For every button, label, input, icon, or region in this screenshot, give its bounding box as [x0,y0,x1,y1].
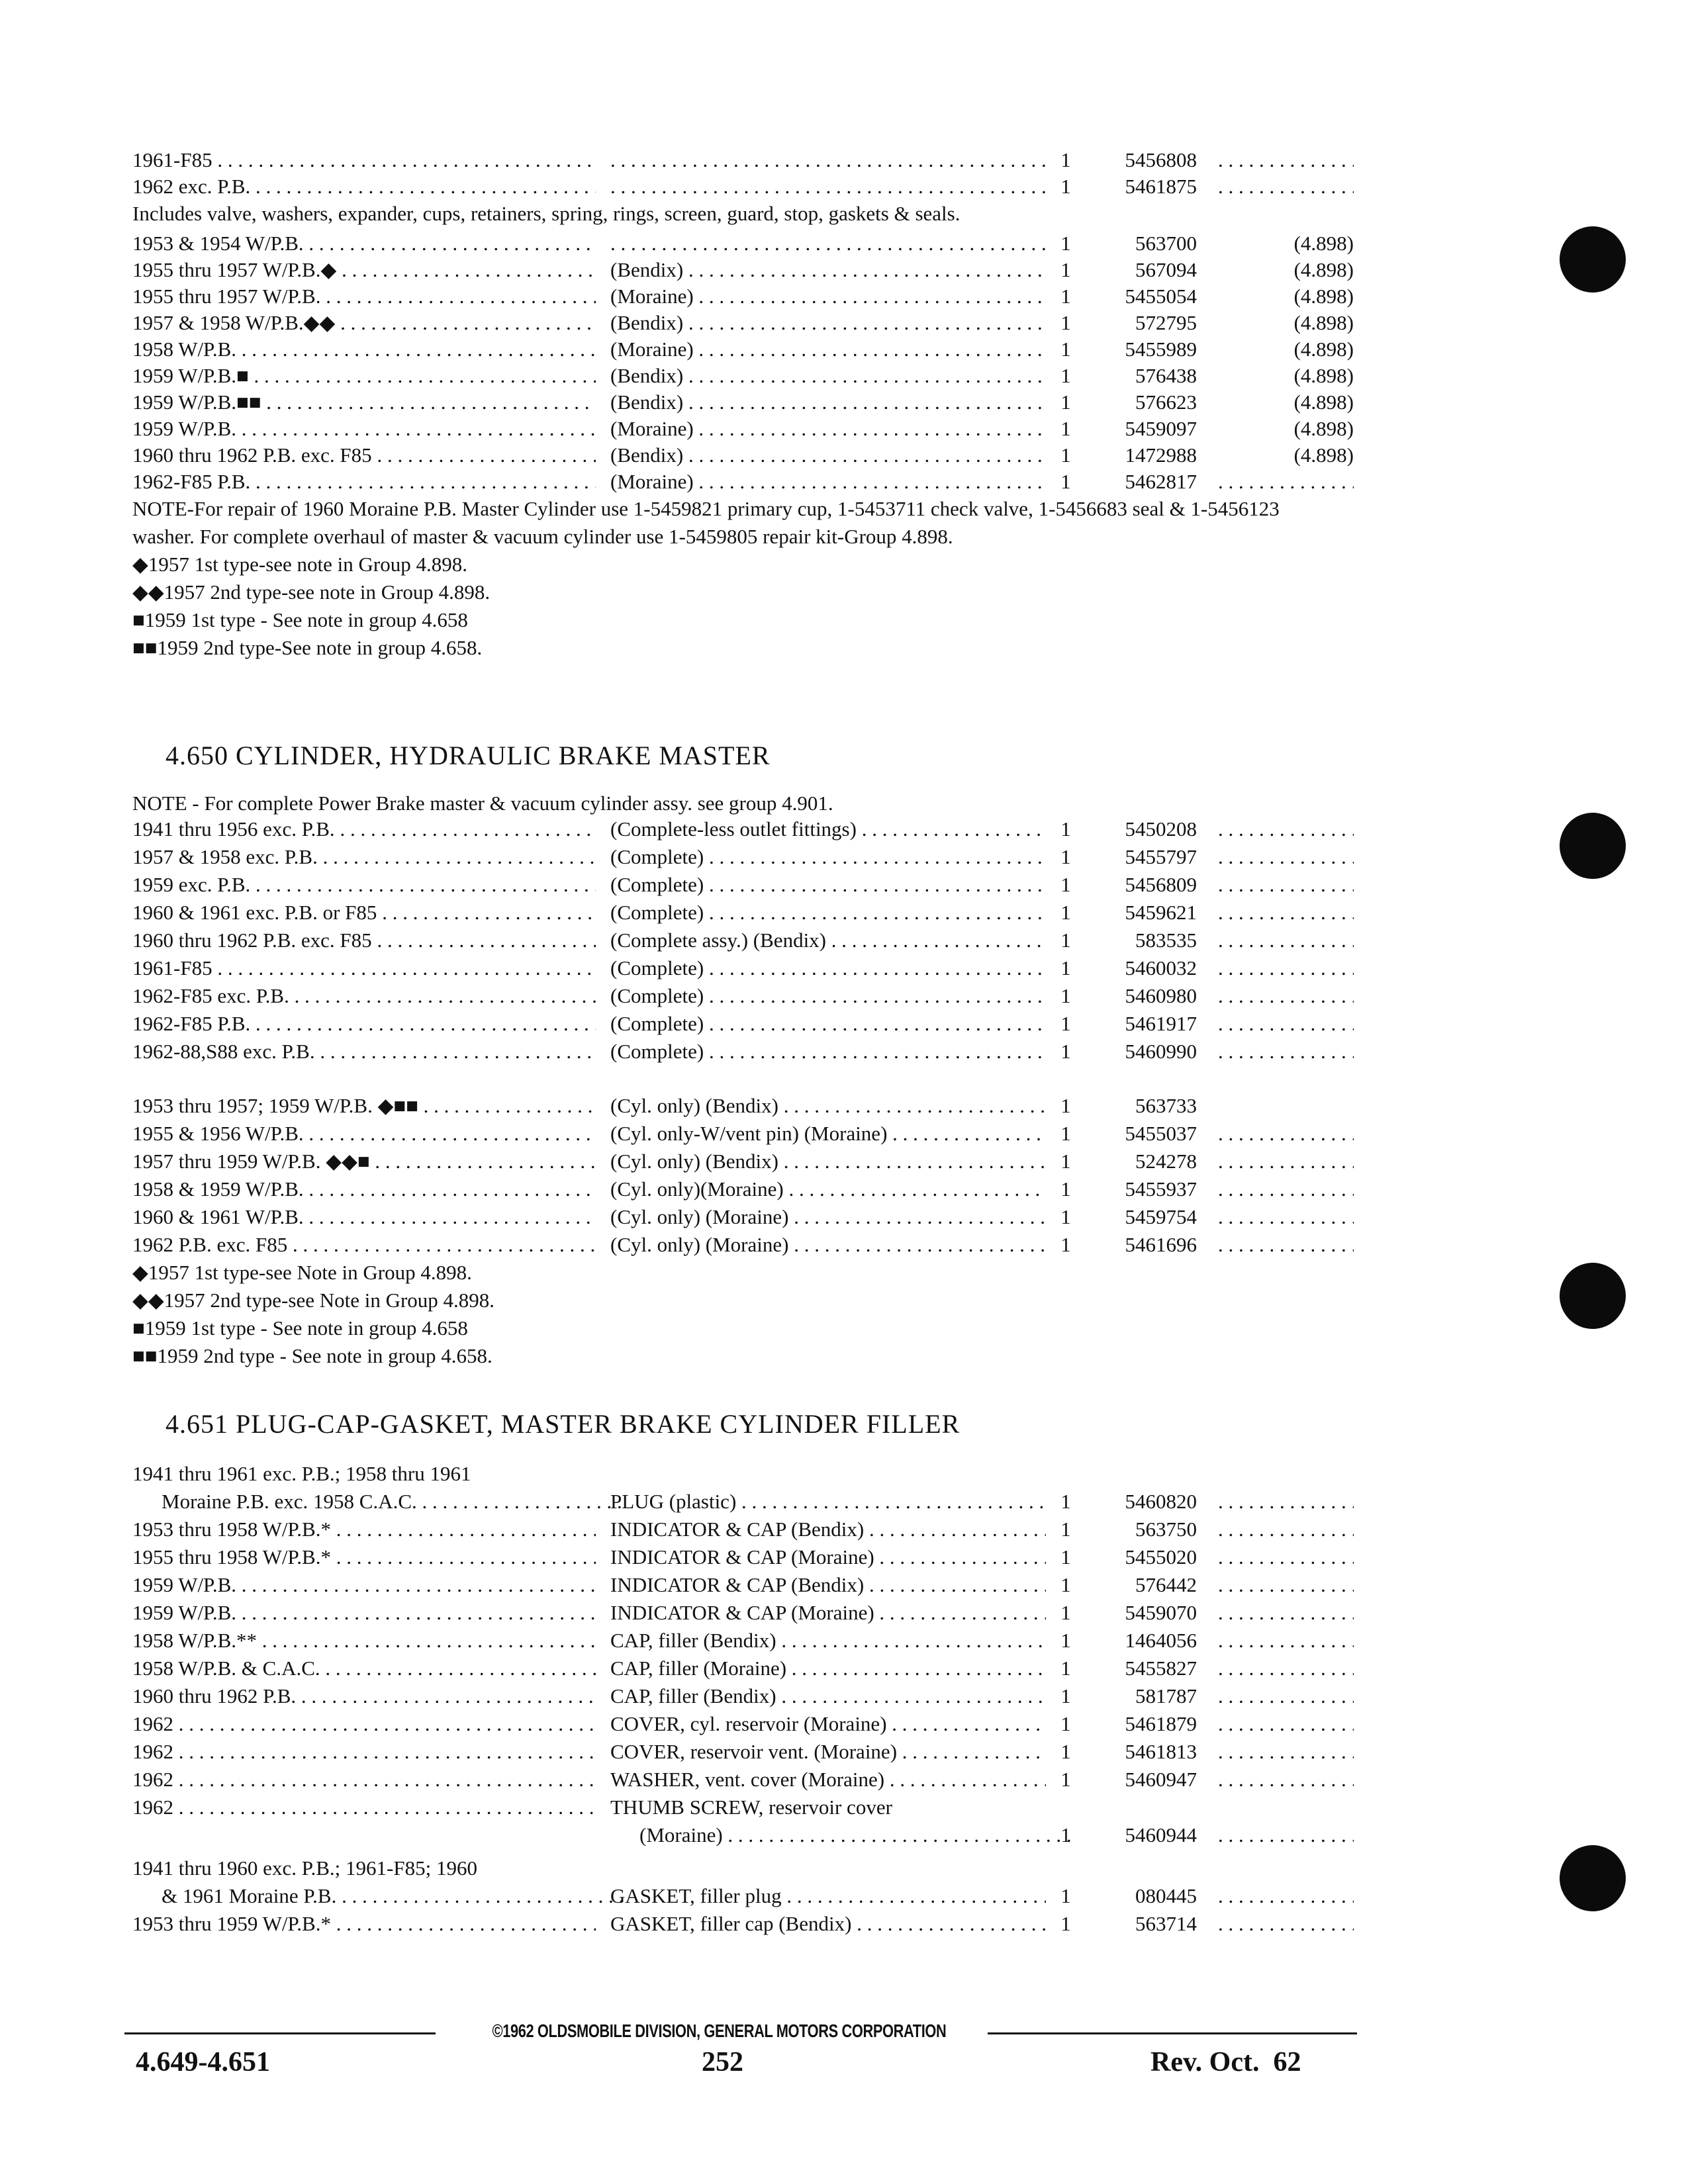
qty-cell: 1 [1060,984,1071,1007]
group-cell [1218,1599,1354,1627]
model-cell: 1960 & 1961 exc. P.B. or F85 . . . [132,899,596,927]
group-cell [1218,1682,1354,1710]
footer-rule-right [988,2032,1357,2034]
group-cell [1218,1627,1354,1655]
qty-cell: 1 [1060,1884,1071,1907]
revision-date: Rev. Oct. 62 [1150,2047,1301,2077]
model-cell: 1955 thru 1958 W/P.B.* . . . [132,1543,596,1571]
qty-cell: 1 [1060,1629,1071,1652]
desc-cell: COVER, reservoir vent. (Moraine) . . . [610,1738,1046,1766]
model-cell: 1958 & 1959 W/P.B. . . . [132,1175,596,1203]
desc-cell: CAP, filler (Moraine) . . . [610,1655,1046,1682]
qty-cell: 1 [1060,1768,1071,1791]
part-cell: 576442 [1135,1573,1197,1596]
parts-row [132,1738,1357,1766]
parts-row [132,416,1357,442]
desc-cell: (Moraine) . . . [610,469,1046,495]
group-cell [1218,1766,1354,1794]
group-cell: (4.898) [1293,364,1354,387]
qty-cell: 1 [1060,417,1071,440]
parts-row [132,147,1357,173]
parts-row [132,310,1357,336]
group-cell [1218,1010,1354,1038]
footnote: ■■1959 2nd type - See note in group 4.658. [132,1344,492,1367]
part-cell: 583535 [1135,929,1197,952]
desc-cell: (Moraine) . . . [610,416,1046,442]
parts-row [132,1571,1357,1599]
group-cell: (4.898) [1293,390,1354,414]
qty-cell: 1 [1060,1823,1071,1846]
desc-cell [610,173,1046,200]
punch-hole [1560,1263,1626,1329]
group-cell [1218,1148,1354,1175]
group-cell [1218,147,1354,173]
model-cell: 1959 exc. P.B. . . . [132,871,596,899]
desc-cell: INDICATOR & CAP (Bendix) . . . [610,1571,1046,1599]
group-cell [1218,1882,1354,1910]
part-cell: 5460944 [1125,1823,1197,1846]
desc-cell [610,147,1046,173]
punch-hole [1560,1845,1626,1911]
model-cell: 1953 thru 1959 W/P.B.* . . . [132,1910,596,1938]
part-cell: 576438 [1135,364,1197,387]
qty-cell: 1 [1060,1601,1071,1624]
desc-cell: (Complete-less outlet fittings) . . . [610,815,1046,843]
model-cell: 1962-88,S88 exc. P.B. . . . [132,1038,596,1066]
parts-row [132,257,1357,283]
group-cell [1218,1543,1354,1571]
desc-cell: (Bendix) . . . [610,257,1046,283]
part-cell: 5455989 [1125,338,1197,361]
part-cell: 5460990 [1125,1040,1197,1063]
model-cell: 1961-F85 . . . [132,147,596,173]
parts-row [132,899,1357,927]
parts-row [132,1231,1357,1259]
qty-cell: 1 [1060,1657,1071,1680]
section-4649-rows-a [132,147,1357,228]
parts-row [132,1516,1357,1543]
parts-row [132,230,1357,257]
qty-cell: 1 [1060,929,1071,952]
parts-row [132,927,1357,954]
model-cell: 1961-F85 . . . [132,954,596,982]
parts-row [132,1821,1357,1849]
part-cell: 5460032 [1125,956,1197,979]
desc-cell [610,230,1046,257]
group-cell: (4.898) [1293,258,1354,281]
desc-cell: (Bendix) . . . [610,310,1046,336]
model-cell: 1958 W/P.B. . . . [132,336,596,363]
part-cell: 5462817 [1125,470,1197,493]
model-cell: 1955 thru 1957 W/P.B.◆ . . . [132,257,596,283]
part-cell: 524278 [1135,1150,1197,1173]
group-cell [1218,173,1354,200]
desc-cell: THUMB SCREW, reservoir cover [610,1796,892,1819]
parts-row [132,871,1357,899]
part-cell: 5455054 [1125,285,1197,308]
parts-row [132,363,1357,389]
qty-cell: 1 [1060,956,1071,979]
model-cell: 1962 P.B. exc. F85 . . . [132,1231,596,1259]
parts-row [132,1710,1357,1738]
part-cell: 5459070 [1125,1601,1197,1624]
model-cell: 1941 thru 1960 exc. P.B.; 1961-F85; 1960 [132,1856,477,1880]
parts-row [132,469,1357,495]
parts-row [132,1910,1357,1938]
desc-cell: (Complete) . . . [610,954,1046,982]
group-cell: (4.898) [1293,417,1354,440]
qty-cell: 1 [1060,1150,1071,1173]
desc-cell: INDICATOR & CAP (Bendix) . . . [610,1516,1046,1543]
parts-row [132,1038,1357,1066]
section-4651-rows [132,1460,1357,1938]
qty-cell: 1 [1060,364,1071,387]
group-cell [1218,1910,1354,1938]
parts-row [132,389,1357,416]
desc-cell: (Complete) . . . [610,843,1046,871]
part-cell: 5456809 [1125,873,1197,896]
group-cell [1218,1231,1354,1259]
qty-cell: 1 [1060,1740,1071,1763]
parts-row [132,1092,1357,1120]
model-cell: 1962 . . . [132,1710,596,1738]
group-cell [1218,815,1354,843]
desc-cell: (Cyl. only) (Moraine) . . . [610,1231,1046,1259]
punch-hole [1560,813,1626,879]
model-cell: 1962 exc. P.B. . . . [132,173,596,200]
part-cell: 5461696 [1125,1233,1197,1256]
model-cell: 1953 thru 1957; 1959 W/P.B. ◆■■ . . . [132,1092,596,1120]
part-cell: 5459097 [1125,417,1197,440]
qty-cell: 1 [1060,1205,1071,1228]
qty-cell: 1 [1060,1233,1071,1256]
model-cell: 1959 W/P.B. . . . [132,1599,596,1627]
model-cell: 1957 thru 1959 W/P.B. ◆◆■ . . . [132,1148,596,1175]
section-4649-rows-b [132,230,1357,662]
parts-row [132,1148,1357,1175]
parts-row [132,1682,1357,1710]
model-cell: 1962-F85 exc. P.B. . . . [132,982,596,1010]
desc-cell: (Bendix) . . . [610,389,1046,416]
parts-row [132,1882,1357,1910]
group-cell [1218,1175,1354,1203]
model-cell: 1958 W/P.B.** . . . [132,1627,596,1655]
repair-note: NOTE-For repair of 1960 Moraine P.B. Master Cylinder use 1-5459821 primary cup, 1-5453711 check valve, 1-5456683 seal & 1-5456123 washer. For complete overhaul of master & vacuum cylinder use 1-5459805 repair kit-Group 4.898. [132,497,1280,548]
qty-cell: 1 [1060,1518,1071,1541]
footnote: ◆1957 1st type-see Note in Group 4.898. [132,1261,472,1284]
model-cell: 1962 . . . [132,1766,596,1794]
qty-cell: 1 [1060,1122,1071,1145]
desc-cell: (Cyl. only-W/vent pin) (Moraine) . . . [610,1120,1046,1148]
group-cell [1218,1821,1354,1849]
desc-cell: PLUG (plastic) . . . [610,1488,1046,1516]
parts-row [132,1460,1357,1488]
part-cell: 5461813 [1125,1740,1197,1763]
part-cell: 563700 [1135,232,1197,255]
qty-cell: 1 [1060,1573,1071,1596]
desc-cell: (Complete) . . . [610,1038,1046,1066]
qty-cell: 1 [1060,1545,1071,1569]
qty-cell: 1 [1060,873,1071,896]
model-cell: 1953 & 1954 W/P.B. . . . [132,230,596,257]
part-cell: 5460947 [1125,1768,1197,1791]
part-cell: 5455797 [1125,845,1197,868]
model-cell: 1960 thru 1962 P.B. . . . [132,1682,596,1710]
qty-cell: 1 [1060,1012,1071,1035]
part-cell: 1472988 [1125,443,1197,467]
group-cell [1218,843,1354,871]
group-cell [1218,1516,1354,1543]
part-cell: 5455827 [1125,1657,1197,1680]
desc-cell: INDICATOR & CAP (Moraine) . . . [610,1543,1046,1571]
part-cell: 563733 [1135,1094,1197,1117]
group-cell [1218,1571,1354,1599]
footnote: ◆◆1957 2nd type-see note in Group 4.898. [132,580,491,604]
parts-row [132,1794,1357,1821]
group-cell [1218,1120,1354,1148]
part-cell: 5459754 [1125,1205,1197,1228]
part-cell: 567094 [1135,258,1197,281]
qty-cell: 1 [1060,311,1071,334]
part-cell: 5461917 [1125,1012,1197,1035]
model-cell: 1962-F85 P.B. . . . [132,1010,596,1038]
qty-cell: 1 [1060,1094,1071,1117]
desc-cell: (Cyl. only) (Bendix) . . . [610,1092,1046,1120]
section-title-4650: 4.650 CYLINDER, HYDRAULIC BRAKE MASTER [165,741,771,770]
part-cell: 5460980 [1125,984,1197,1007]
model-cell: 1941 thru 1961 exc. P.B.; 1958 thru 1961 [132,1462,471,1485]
group-cell [1218,982,1354,1010]
model-cell: Moraine P.B. exc. 1958 C.A.C. . . . [132,1488,625,1516]
section-title-4651: 4.651 PLUG-CAP-GASKET, MASTER BRAKE CYLINDER FILLER [165,1409,961,1439]
qty-cell: 1 [1060,232,1071,255]
desc-cell: (Complete) . . . [610,871,1046,899]
qty-cell: 1 [1060,338,1071,361]
qty-cell: 1 [1060,1712,1071,1735]
qty-cell: 1 [1060,443,1071,467]
qty-cell: 1 [1060,1177,1071,1201]
part-cell: 5450208 [1125,817,1197,841]
group-cell: (4.898) [1293,232,1354,255]
group-cell [1218,927,1354,954]
desc-cell: (Moraine) . . . [610,336,1046,363]
desc-cell: (Moraine) . . . [610,1821,1075,1849]
model-cell: 1941 thru 1956 exc. P.B. . . . [132,815,596,843]
qty-cell: 1 [1060,175,1071,198]
parts-row [132,442,1357,469]
model-cell: 1960 thru 1962 P.B. exc. F85 . . . [132,927,596,954]
part-cell: 5455020 [1125,1545,1197,1569]
parts-row [132,1627,1357,1655]
group-cell [1218,871,1354,899]
part-cell: 5455937 [1125,1177,1197,1201]
desc-cell: GASKET, filler cap (Bendix) . . . [610,1910,1046,1938]
group-cell [1218,1488,1354,1516]
footnote: ◆1957 1st type-see note in Group 4.898. [132,553,467,576]
model-cell: 1957 & 1958 exc. P.B. . . . [132,843,596,871]
qty-cell: 1 [1060,817,1071,841]
qty-cell: 1 [1060,845,1071,868]
model-cell: 1962 . . . [132,1794,596,1821]
model-cell: 1959 W/P.B.■ . . . [132,363,596,389]
model-cell: 1959 W/P.B.■■ . . . [132,389,596,416]
part-cell: 5459621 [1125,901,1197,924]
desc-cell: GASKET, filler plug . . . [610,1882,1046,1910]
parts-row [132,1655,1357,1682]
part-cell: 5461879 [1125,1712,1197,1735]
model-cell: 1955 & 1956 W/P.B. . . . [132,1120,596,1148]
model-cell: 1958 W/P.B. & C.A.C. . . . [132,1655,596,1682]
part-cell: 5461875 [1125,175,1197,198]
desc-cell: COVER, cyl. reservoir (Moraine) . . . [610,1710,1046,1738]
part-cell: 5455037 [1125,1122,1197,1145]
footnote: ■1959 1st type - See note in group 4.658 [132,608,468,631]
parts-row [132,1203,1357,1231]
part-cell: 563714 [1135,1912,1197,1935]
group-cell: (4.898) [1293,285,1354,308]
group-cell [1218,1655,1354,1682]
parts-row [132,336,1357,363]
model-cell: 1953 thru 1958 W/P.B.* . . . [132,1516,596,1543]
part-cell: 5456808 [1125,148,1197,171]
section-note: NOTE - For complete Power Brake master & vacuum cylinder assy. see group 4.901. [132,792,833,815]
desc-cell: (Complete) . . . [610,1010,1046,1038]
model-cell: & 1961 Moraine P.B. . . . [132,1882,625,1910]
group-cell [1218,1203,1354,1231]
part-cell: 581787 [1135,1684,1197,1707]
group-cell [1218,1738,1354,1766]
model-cell: 1960 thru 1962 P.B. exc. F85 . . . [132,442,596,469]
qty-cell: 1 [1060,258,1071,281]
group-cell: (4.898) [1293,311,1354,334]
part-cell: 1464056 [1125,1629,1197,1652]
parts-row [132,1766,1357,1794]
group-cell [1218,899,1354,927]
footnote: ■1959 1st type - See note in group 4.658 [132,1316,468,1340]
model-cell: 1959 W/P.B. . . . [132,416,596,442]
model-cell: 1957 & 1958 W/P.B.◆◆ . . . [132,310,596,336]
group-cell [1218,1038,1354,1066]
qty-cell: 1 [1060,1490,1071,1513]
parts-row [132,815,1357,843]
page-number: 252 [702,2047,743,2077]
group-cell: (4.898) [1293,338,1354,361]
desc-cell: (Bendix) . . . [610,363,1046,389]
parts-row [132,1010,1357,1038]
parts-row [132,1543,1357,1571]
group-cell [1218,469,1354,495]
parts-row [132,1488,1357,1516]
parts-row [132,843,1357,871]
part-cell: 576623 [1135,390,1197,414]
punch-hole [1560,226,1626,293]
desc-cell: CAP, filler (Bendix) . . . [610,1627,1046,1655]
parts-row [132,1175,1357,1203]
desc-cell: INDICATOR & CAP (Moraine) . . . [610,1599,1046,1627]
footnote: ■■1959 2nd type-See note in group 4.658. [132,636,483,659]
parts-row [132,283,1357,310]
parts-row [132,1854,1357,1882]
desc-cell: WASHER, vent. cover (Moraine) . . . [610,1766,1046,1794]
group-cell: (4.898) [1293,443,1354,467]
desc-cell: (Moraine) . . . [610,283,1046,310]
copyright-notice: ©1962 OLDSMOBILE DIVISION, GENERAL MOTORS CORPORATION [492,2021,947,2041]
section-4650-cyl-rows [132,1092,1357,1370]
desc-cell: (Complete) . . . [610,899,1046,927]
desc-cell: (Complete assy.) (Bendix) . . . [610,927,1046,954]
desc-cell: (Cyl. only)(Moraine) . . . [610,1175,1046,1203]
parts-row [132,1120,1357,1148]
qty-cell: 1 [1060,1040,1071,1063]
model-cell: 1960 & 1961 W/P.B. . . . [132,1203,596,1231]
qty-cell: 1 [1060,148,1071,171]
section-4650-rows [132,792,1357,1066]
desc-cell: (Cyl. only) (Moraine) . . . [610,1203,1046,1231]
model-cell: 1959 W/P.B. . . . [132,1571,596,1599]
group-range: 4.649-4.651 [136,2047,270,2077]
desc-cell: CAP, filler (Bendix) . . . [610,1682,1046,1710]
model-cell: 1962 . . . [132,1738,596,1766]
model-cell: 1955 thru 1957 W/P.B. . . . [132,283,596,310]
desc-cell: (Bendix) . . . [610,442,1046,469]
desc-cell: (Complete) . . . [610,982,1046,1010]
parts-row [132,1599,1357,1627]
qty-cell: 1 [1060,1684,1071,1707]
footnote: ◆◆1957 2nd type-see Note in Group 4.898. [132,1289,495,1312]
parts-row [132,173,1357,200]
part-cell: 563750 [1135,1518,1197,1541]
qty-cell: 1 [1060,1912,1071,1935]
qty-cell: 1 [1060,285,1071,308]
group-cell [1218,1710,1354,1738]
model-cell: 1962-F85 P.B. . . . [132,469,596,495]
group-cell [1218,954,1354,982]
part-cell: 572795 [1135,311,1197,334]
part-cell: 080445 [1135,1884,1197,1907]
parts-row [132,954,1357,982]
parts-row [132,982,1357,1010]
desc-cell: (Cyl. only) (Bendix) . . . [610,1148,1046,1175]
footer-rule-left [124,2032,436,2034]
includes-note: Includes valve, washers, expander, cups, retainers, spring, rings, screen, guard, stop, gaskets & seals. [132,202,961,225]
qty-cell: 1 [1060,901,1071,924]
part-cell: 5460820 [1125,1490,1197,1513]
qty-cell: 1 [1060,390,1071,414]
qty-cell: 1 [1060,470,1071,493]
